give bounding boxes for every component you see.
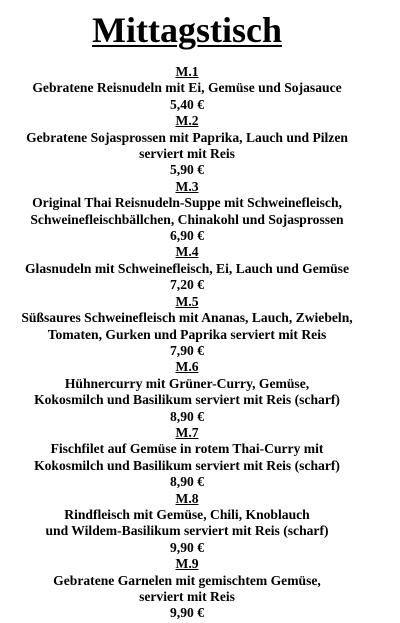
item-price: 9,90 € — [170, 539, 204, 555]
item-description: Tomaten, Gurken und Paprika serviert mit Reis — [47, 326, 327, 342]
menu-item — [0, 64, 374, 113]
item-number: M.5 — [175, 293, 199, 309]
item-number: M.2 — [175, 113, 199, 129]
page-title: Mittagstisch — [92, 10, 282, 50]
item-number: M.7 — [175, 424, 199, 440]
item-number: M.9 — [175, 556, 199, 572]
item-price: 6,90 € — [170, 228, 204, 244]
item-price: 7,90 € — [170, 342, 204, 358]
item-number: M.4 — [175, 244, 199, 260]
menu-item — [0, 244, 374, 293]
menu-list — [0, 64, 374, 622]
item-price: 5,40 € — [170, 96, 204, 112]
item-description: serviert mit Reis — [139, 589, 235, 604]
item-number: M.1 — [175, 64, 199, 79]
item-number: M.3 — [175, 178, 199, 194]
item-description: Gebratene Garnelen mit gemischtem Gemüse, — [53, 572, 321, 588]
item-description: Rindfleisch mit Gemüse, Chili, Knoblauch — [64, 506, 310, 522]
item-description: Fischfilet auf Gemüse in rotem Thai-Curry mit — [50, 441, 324, 457]
item-number: M.8 — [175, 490, 199, 506]
item-description: Süßsaures Schweinefleisch mit Ananas, Lauch, Zwiebeln, — [21, 310, 353, 326]
item-description: Kokosmilch und Basilikum serviert mit Reis (scharf) — [34, 392, 340, 408]
item-price: 5,90 € — [170, 162, 204, 178]
menu-item — [0, 179, 374, 245]
menu-item — [0, 425, 374, 491]
item-description: Glasnudeln mit Schweinefleisch, Ei, Lauch und Gemüse — [24, 260, 350, 276]
item-description: serviert mit Reis — [139, 146, 235, 162]
menu-item — [0, 113, 374, 179]
menu-item — [0, 294, 374, 360]
item-description: Gebratene Reisnudeln mit Ei, Gemüse und Sojasauce — [32, 80, 342, 96]
menu-item — [0, 556, 374, 622]
menu-item — [0, 359, 374, 425]
item-price: 8,90 € — [170, 474, 204, 490]
item-price: 9,90 € — [170, 605, 204, 621]
item-description: Kokosmilch und Basilikum serviert mit Reis (scharf) — [34, 457, 340, 473]
item-description: Original Thai Reisnudeln-Suppe mit Schweinefleisch, — [32, 195, 342, 211]
menu-item — [0, 491, 374, 557]
item-price: 7,20 € — [170, 277, 204, 293]
item-description: Schweinefleischbällchen, Chinakohl und Sojasprossen — [30, 211, 344, 227]
item-number: M.6 — [175, 359, 199, 375]
item-description: Gebratene Sojasprossen mit Paprika, Lauch und Pilzen — [26, 129, 348, 145]
item-price: 8,90 € — [170, 408, 204, 424]
item-description: Hühnercurry mit Grüner-Curry, Gemüse, — [64, 375, 310, 391]
item-description: und Wildem-Basilikum serviert mit Reis (scharf) — [45, 523, 329, 539]
